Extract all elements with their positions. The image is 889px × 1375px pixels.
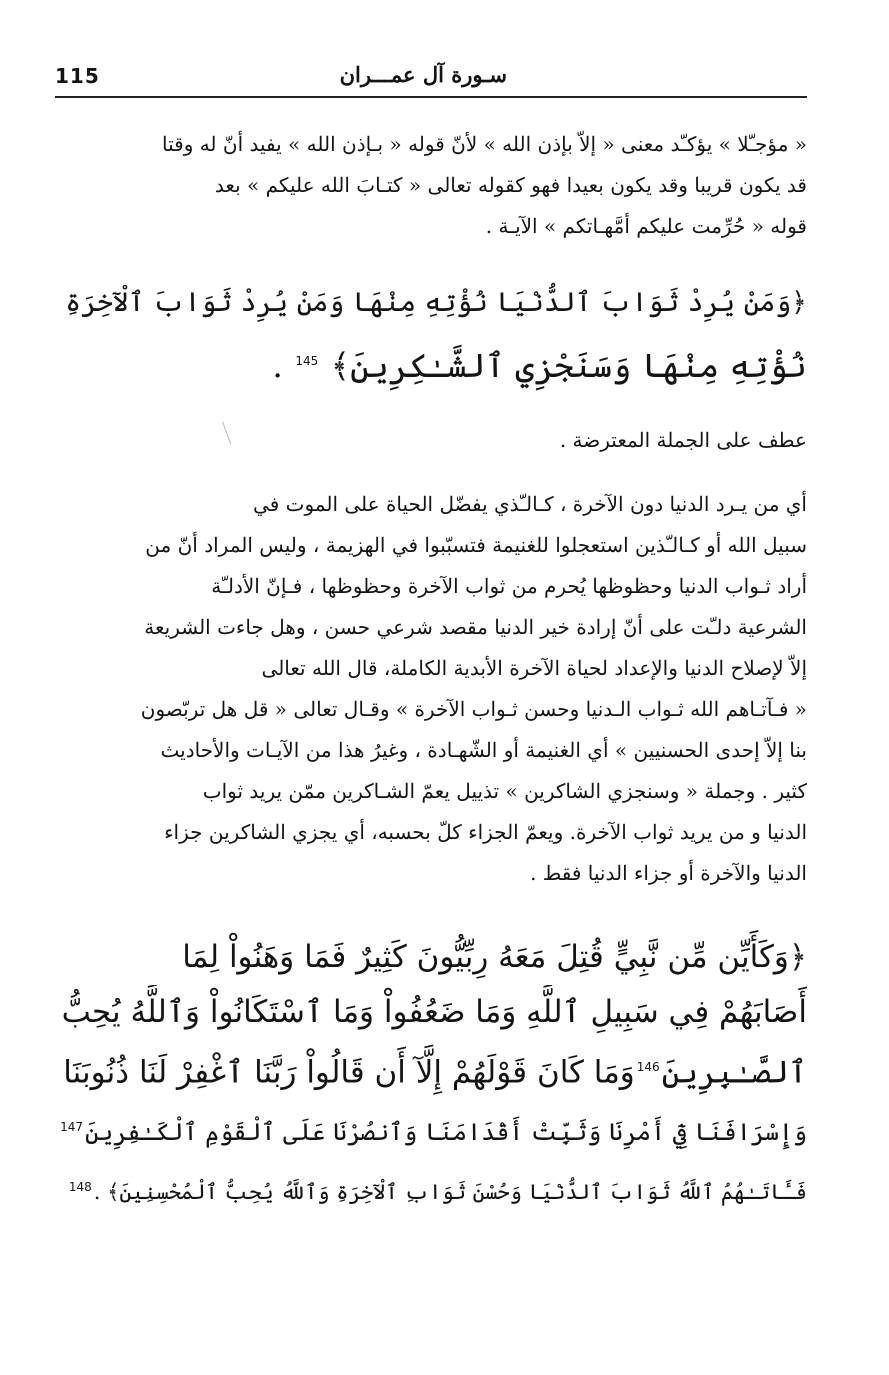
- commentary-paragraph: [55, 484, 807, 894]
- verse-line: ﴿وَكَأَيِّن مِّن نَّبِيٍّ قُتِلَ مَعَهُ رِبِّيُّونَ كَثِيرٌ فَمَا وَهَنُواْ لِمَا: [182, 939, 807, 975]
- verse-number: 145: [295, 354, 319, 368]
- commentary-short: [55, 420, 807, 461]
- text-line: الدنيا و من يريد ثواب الآخرة. ويعمّ الجزاء كلّ بحسبه، أي يجزي الشاكرين جزاء: [164, 820, 807, 844]
- text-line: سبيل الله أو كـالـّذين استعجلوا للغنيمة فتسبّبوا في الهزيمة ، وليس المراد أنّ من: [145, 533, 807, 557]
- verse-line: ﴿وَمَنْ يُرِدْ ثَوَابَ ٱلدُّنْيَا نُؤْتِهِ مِنْهَا وَمَنْ يُرِدْ ثَوَابَ ٱلْآخِرَةِ: [65, 287, 807, 318]
- verse-line: [55, 1160, 807, 1220]
- verse-145: [55, 274, 807, 395]
- text-line: « مؤجـّلا » يؤكـّد معنى « إلاّ بإذن الله » لأنّ قوله « بـإذن الله » يفيد أنّ له وقتا: [162, 132, 807, 156]
- verse-line: [55, 1040, 807, 1100]
- page-header: [55, 58, 807, 94]
- text-line: أراد ثـواب الدنيا وحظوظها يُحرم من ثواب الآخرة وحظوظها ، فـإنّ الأدلـّة: [211, 574, 807, 598]
- verse-number: 147: [60, 1120, 84, 1135]
- verse-line: أَصَابَهُمْ فِي سَبِيلِ ٱللَّهِ وَمَا ضَعُفُواْ وَمَا ٱسْتَكَانُواْ وَٱللَّهُ يُحِبُّ: [61, 994, 807, 1030]
- verse-number: 146: [636, 1060, 660, 1074]
- surah-title: سـورة آل عمـــران: [339, 62, 507, 87]
- text-line: عطف على الجملة المعترضة .: [559, 428, 807, 452]
- verse-number: 148: [68, 1180, 92, 1195]
- verses-146-148: [55, 930, 807, 1220]
- text-line: « فـآتـاهم الله ثـواب الـدنيا وحسن ثـواب الآخرة » وقـال تعالى « قل هل تربّصون: [140, 697, 807, 721]
- verse-text: فَـَٔاتَـٰهُمُ ٱللَّهُ ثَوَابَ ٱلدُّنْيَا وَحُسْنَ ثَوَابِ ٱلْآخِرَةِ وَٱللَّهُ يُحِبُّ ٱلْمُحْسِنِينَ﴾ .: [93, 1180, 807, 1205]
- text-line: قد يكون قريبا وقد يكون بعيدا فهو كقوله تعالى « كتـابَ الله عليكم » بعد: [214, 173, 807, 197]
- page-number: 115: [55, 64, 100, 88]
- intro-paragraph: [55, 124, 807, 247]
- text-line: بنا إلاّ إحدى الحسنيين » أي الغنيمة أو الشّهـادة ، وغيرُ هذا من الآيـات والأحاديث: [160, 738, 807, 762]
- verse-text: نُؤْتِهِ مِنْهَا وَسَنَجْزِي ٱلشَّـٰكِرِينَ﴾: [330, 346, 807, 385]
- text-line: الدنيا والآخرة أو جزاء الدنيا فقط .: [530, 861, 807, 885]
- header-rule: [55, 96, 807, 98]
- text-line: إلاّ لإصلاح الدنيا والإعداد لحياة الآخرة الأبدية الكاملة، قال الله تعالى: [261, 656, 807, 680]
- text-line: قوله « حُرِّمت عليكم أمَّهـاتكم » الآيـة .: [485, 214, 807, 238]
- verse-line: نُؤْتِهِ مِنْهَا وَسَنَجْزِي ٱلشَّـٰكِرِينَ﴾ 145 .: [55, 332, 807, 395]
- text-line: أي من يـرد الدنيا دون الآخرة ، كـالـّذي يفضّل الحياة على الموت في: [253, 492, 807, 516]
- text-line: كثير . وجملة « وسنجزي الشاكرين » تذييل يعمّ الشـاكرين ممّن يريد ثواب: [202, 779, 807, 803]
- verse-text: وَإِسْرَافَنَا فِيٓ أَمْرِنَا وَثَبِّتْ أَقْدَامَنَا وَٱنصُرْنَا عَلَى ٱلْقَوْمِ ٱلْكَـٰفِرِينَ: [85, 1118, 807, 1147]
- text-line: الشرعية دلـّت على أنّ إرادة خير الدنيا مقصد شرعي حسن ، وهل جاءت الشريعة: [144, 615, 807, 639]
- verse-text: ٱلصَّـٰبِرِينَ: [661, 1054, 807, 1091]
- verse-line: [55, 1100, 807, 1160]
- verse-text: وَمَا كَانَ قَوْلَهُمْ إِلَّآ أَن قَالُواْ رَبَّنَا ٱغْفِرْ لَنَا ذُنُوبَنَا: [63, 1054, 635, 1091]
